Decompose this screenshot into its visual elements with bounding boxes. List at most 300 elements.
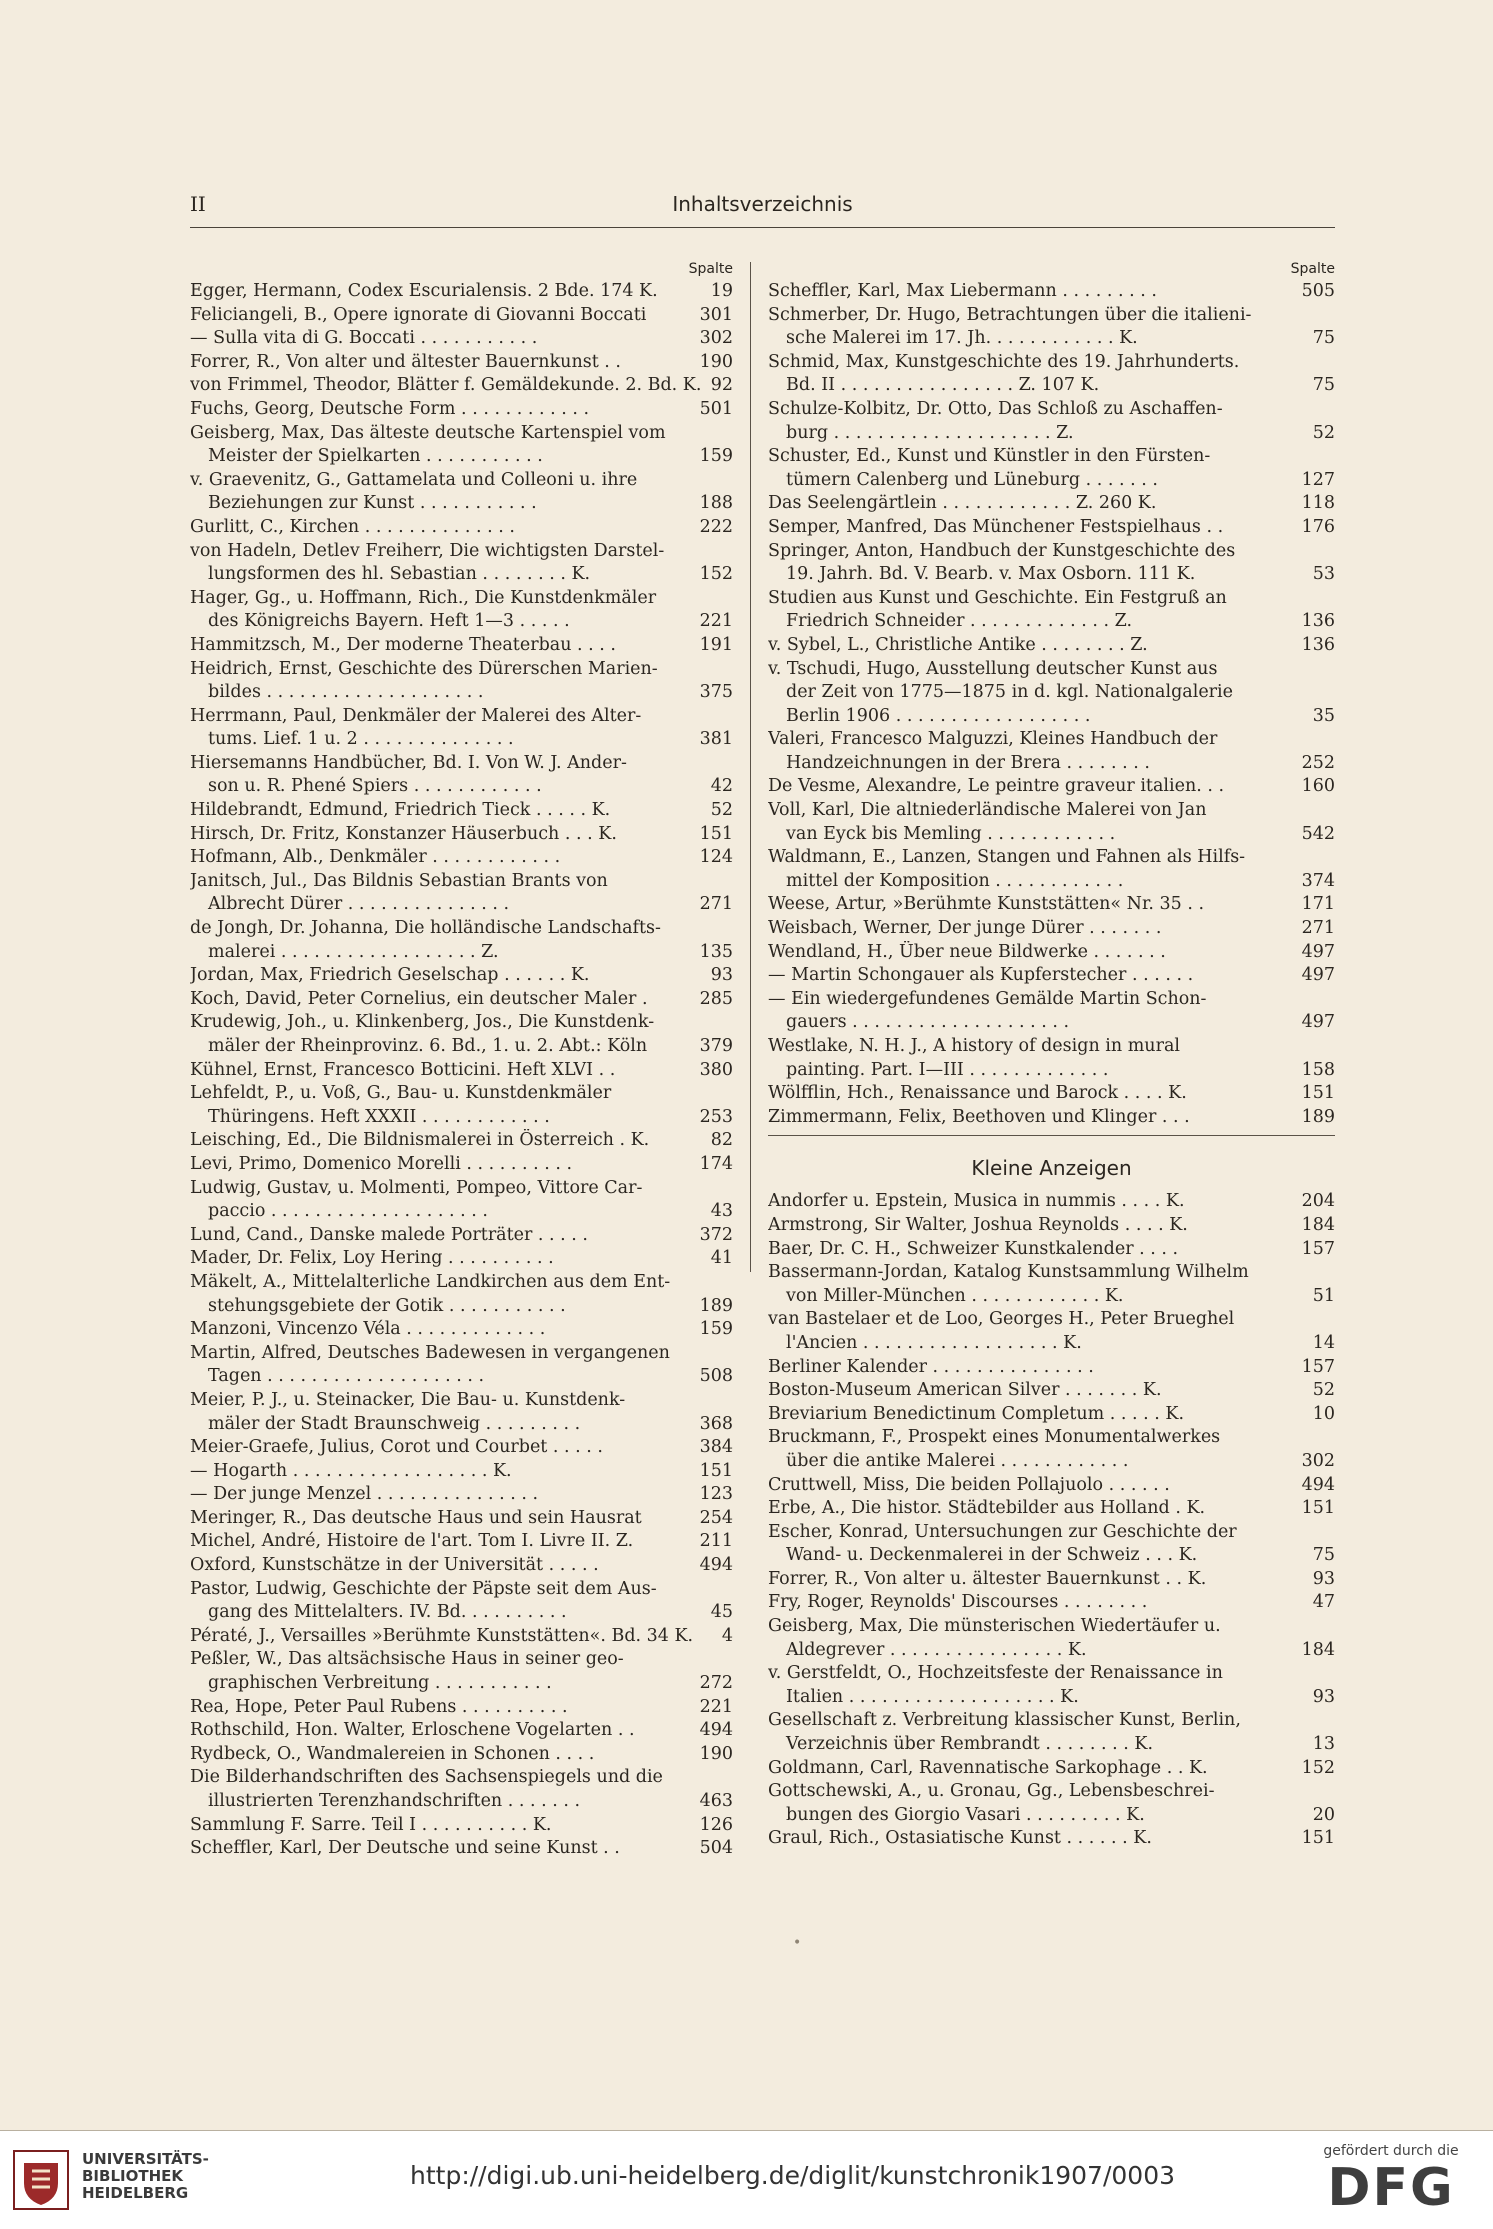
index-entry [190,304,733,328]
column-reference: 152 [699,564,733,585]
column-reference: 159 [699,1319,733,1340]
index-entry [190,1082,733,1129]
entry-line: — Martin Schongauer als Kupferstecher . . . . . . [768,965,1194,986]
index-entry [190,988,733,1012]
entry-line: Friedrich Schneider . . . . . . . . . . . . . Z. [786,611,1133,632]
column-divider [750,262,751,1272]
index-entry [190,1129,733,1153]
entry-line: mäler der Stadt Braunschweig . . . . . . . . . [208,1413,581,1434]
entry-line: de Jongh, Dr. Johanna, Die holländische Landschafts- [190,918,661,939]
entry-line: Escher, Konrad, Untersuchungen zur Geschichte der [768,1521,1237,1542]
column-reference: 151 [699,1460,733,1481]
entry-line: Mäkelt, A., Mittelalterliche Landkirchen aus dem Ent- [190,1271,671,1292]
column-reference: 189 [699,1295,733,1316]
entry-line: Geisberg, Max, Das älteste deutsche Kartenspiel vom [190,422,666,443]
entry-line: Wendland, H., Über neue Bildwerke . . . . . . . [768,941,1166,962]
entry-line: Hager, Gg., u. Hoffmann, Rich., Die Kunstdenkmäler [190,587,657,608]
index-entry [190,1318,733,1342]
index-entry [190,374,733,398]
kleine-anzeigen-list [768,1190,1335,1851]
index-entry [190,823,733,847]
index-entry [190,1177,733,1224]
index-entry [190,1719,733,1743]
scan-mark: • [793,1935,802,1951]
column-reference: 375 [699,682,733,703]
index-entry [190,1224,733,1248]
index-entry [190,846,733,870]
entry-line: Rea, Hope, Peter Paul Rubens . . . . . . . . . . [190,1696,568,1717]
entry-line: Weese, Artur, »Berühmte Kunststätten« Nr. 35 . . [768,894,1205,915]
index-entry [190,1436,733,1460]
entry-line: Kühnel, Ernst, Francesco Botticini. Heft XLVI . . [190,1059,616,1080]
column-label: Spalte [1290,261,1335,277]
column-reference: 20 [1312,1804,1335,1825]
index-entry [768,445,1335,492]
entry-line: Janitsch, Jul., Das Bildnis Sebastian Brants von [190,870,608,891]
column-reference: 151 [1301,1083,1335,1104]
entry-line: Verzeichnis über Rembrandt . . . . . . . . K. [786,1734,1154,1755]
column-reference: 158 [1301,1059,1335,1080]
entry-line: Aldegrever . . . . . . . . . . . . . . . . K. [786,1639,1087,1660]
entry-line: Lehfeldt, P., u. Voß, G., Bau- u. Kunstdenkmäler [190,1083,612,1104]
index-entry [768,1521,1335,1568]
column-reference: 174 [699,1153,733,1174]
column-reference: 542 [1301,823,1335,844]
entry-line: Wand- u. Deckenmalerei in der Schweiz . . . K. [786,1545,1198,1566]
entry-line: Hiersemanns Handbücher, Bd. I. Von W. J. Ander- [190,752,627,773]
index-entry [768,988,1335,1035]
column-reference: 152 [1301,1757,1335,1778]
index-entry [190,658,733,705]
column-reference: 222 [699,516,733,537]
right-column [768,258,1335,1851]
entry-line: Krudewig, Joh., u. Klinkenberg, Jos., Die Kunstdenk- [190,1012,655,1033]
column-reference: 271 [699,894,733,915]
entry-line: Pastor, Ludwig, Geschichte der Päpste seit dem Aus- [190,1578,657,1599]
entry-line: tums. Lief. 1 u. 2 . . . . . . . . . . . . . . [208,729,514,750]
column-reference: 191 [699,634,733,655]
entry-line: Breviarium Benedictinum Completum . . . . . K. [768,1403,1185,1424]
entry-line: Tagen . . . . . . . . . . . . . . . . . . . . [208,1366,485,1387]
entry-line: von Miller-München . . . . . . . . . . . . K. [786,1285,1124,1306]
column-reference: 75 [1312,328,1335,349]
index-entry [190,799,733,823]
entry-line: von Frimmel, Theodor, Blätter f. Gemäldekunde. 2. Bd. K. [190,375,702,396]
index-entry [190,1483,733,1507]
entry-line: — Der junge Menzel . . . . . . . . . . . . . . . [190,1484,539,1505]
column-reference: 463 [699,1791,733,1811]
column-reference: 53 [1312,564,1335,585]
entry-line: Scheffler, Karl, Der Deutsche und seine Kunst . . [190,1838,620,1859]
entry-line: Westlake, N. H. J., A history of design in mural [768,1036,1180,1056]
column-reference: 151 [699,823,733,844]
column-reference: 93 [1312,1686,1335,1707]
entry-line: Martin, Alfred, Deutsches Badewesen in vergangenen [190,1342,670,1363]
column-reference: 151 [1301,1828,1335,1849]
entry-line: sche Malerei im 17. Jh. . . . . . . . . . . . K. [786,328,1138,349]
entry-line: — Hogarth . . . . . . . . . . . . . . . . . . K. [190,1460,512,1481]
index-entry [768,1662,1335,1709]
entry-line: graphischen Verbreitung . . . . . . . . . . . [208,1673,552,1694]
entry-line: Bassermann-Jordan, Katalog Kunstsammlung Wilhelm [768,1262,1249,1283]
entry-line: Gurlitt, C., Kirchen . . . . . . . . . . . . . . [190,516,515,537]
column-reference: 43 [710,1201,733,1222]
entry-line: Erbe, A., Die histor. Städtebilder aus Holland . K. [768,1498,1206,1519]
entry-line: Boston-Museum American Silver . . . . . . . K. [768,1380,1162,1401]
column-reference: 124 [699,847,733,868]
entry-line: Die Bilderhandschriften des Sachsenspiegels und die [190,1767,663,1788]
index-entry [768,280,1335,304]
entry-line: Albrecht Dürer . . . . . . . . . . . . . . . [208,894,510,915]
entry-line: Armstrong, Sir Walter, Joshua Reynolds . . . . K. [768,1214,1188,1235]
column-reference: 159 [699,446,733,467]
index-entry [190,1507,733,1531]
entry-line: der Zeit von 1775—1875 in d. kgl. Nationalgalerie [786,682,1233,703]
entry-line: Meringer, R., Das deutsche Haus und sein Hausrat [190,1507,642,1528]
column-reference: 14 [1312,1332,1335,1353]
entry-line: Cruttwell, Miss, Die beiden Pollajuolo . . . . . . [768,1474,1170,1495]
column-reference: 127 [1301,469,1335,490]
index-entry [768,1035,1335,1082]
column-reference: 381 [699,729,733,750]
entry-line: Schmerber, Dr. Hugo, Betrachtungen über die italieni- [768,304,1252,325]
entry-line: gauers . . . . . . . . . . . . . . . . . . . . [786,1012,1070,1033]
index-entry [768,775,1335,799]
column-reference: 123 [699,1484,733,1505]
column-reference: 221 [699,611,733,632]
column-reference: 211 [699,1531,733,1552]
column-reference: 374 [1301,870,1335,891]
index-entry [190,1011,733,1058]
entry-line: bildes . . . . . . . . . . . . . . . . . . . . [208,682,484,703]
column-reference: 47 [1312,1592,1335,1613]
index-entry [768,1214,1335,1238]
entry-line: Hammitzsch, M., Der moderne Theaterbau . . . . [190,634,616,655]
entry-line: Geisberg, Max, Die münsterischen Wiedertäufer u. [768,1616,1221,1637]
column-reference: 497 [1301,1012,1335,1033]
column-reference: 379 [699,1036,733,1056]
entry-line: Michel, André, Histoire de l'art. Tom I. Livre II. Z. [190,1531,634,1552]
entry-line: Voll, Karl, Die altniederländische Malerei von Jan [768,800,1207,821]
index-entry [768,799,1335,846]
entry-line: Meier-Graefe, Julius, Corot und Courbet . . . . . [190,1437,603,1458]
entry-line: Mader, Dr. Felix, Loy Hering . . . . . . . . . . [190,1248,554,1269]
column-reference: 252 [1301,752,1335,773]
entry-line: Hildebrandt, Edmund, Friedrich Tieck . . . . . K. [190,800,611,821]
index-entry [768,492,1335,516]
entry-line: Heidrich, Ernst, Geschichte des Dürerschen Marien- [190,658,658,679]
index-entry [768,1591,1335,1615]
index-entry [768,1568,1335,1592]
index-entry [768,1308,1335,1355]
column-reference: 272 [699,1673,733,1694]
right-entry-list [768,280,1335,1129]
index-entry [768,1190,1335,1214]
index-entry [190,1271,733,1318]
entry-line: Koch, David, Peter Cornelius, ein deutscher Maler . [190,988,648,1009]
index-entry [768,1261,1335,1308]
column-reference: 4 [721,1625,733,1646]
column-reference: 35 [1312,705,1335,726]
index-entry [768,846,1335,893]
column-reference: 10 [1312,1403,1335,1424]
entry-line: Jordan, Max, Friedrich Geselschap . . . . . . K. [190,965,590,986]
entry-line: Zimmermann, Felix, Beethoven und Klinger . . . [768,1106,1190,1127]
index-entry [190,1625,733,1649]
index-entry [190,587,733,634]
entry-line: über die antike Malerei . . . . . . . . . . . . [786,1450,1129,1471]
index-entry [190,1530,733,1554]
column-reference: 151 [1301,1498,1335,1519]
entry-line: Valeri, Francesco Malguzzi, Kleines Handbuch der [768,729,1218,750]
entry-line: Meister der Spielkarten . . . . . . . . . . . [208,446,543,467]
column-reference: 253 [699,1106,733,1127]
column-reference: 82 [710,1130,733,1151]
index-entry [190,1059,733,1083]
index-entry [190,1648,733,1695]
entry-line: v. Gerstfeldt, O., Hochzeitsfeste der Renaissance in [768,1663,1223,1684]
column-reference: 51 [1312,1285,1335,1306]
entry-line: Levi, Primo, Domenico Morelli . . . . . . . . . . [190,1153,573,1174]
section-rule [768,1135,1335,1136]
entry-line: Lund, Cand., Danske malede Porträter . . . . . [190,1224,588,1245]
entry-line: paccio . . . . . . . . . . . . . . . . . . . . [208,1201,488,1222]
entry-line: mäler der Rheinprovinz. 6. Bd., 1. u. 2. Abt.: Köln [208,1036,648,1056]
index-entry [190,398,733,422]
column-reference: 494 [1301,1474,1335,1495]
entry-line: son u. R. Phené Spiers . . . . . . . . . . . . [208,776,542,797]
index-entry [190,1696,733,1720]
dfg-logo: DFG [1327,2158,1455,2218]
index-entry [190,422,733,469]
entry-line: Beziehungen zur Kunst . . . . . . . . . . . [208,493,537,514]
index-entry [768,1082,1335,1106]
column-reference: 126 [699,1814,733,1835]
column-reference: 221 [699,1696,733,1717]
entry-line: Berliner Kalender . . . . . . . . . . . . . . . [768,1356,1094,1377]
column-reference: 41 [710,1248,733,1269]
column-reference: 505 [1301,281,1335,301]
column-reference: 184 [1301,1639,1335,1660]
index-entry [768,351,1335,398]
entry-line: Fuchs, Georg, Deutsche Form . . . . . . . . . . . . [190,398,590,419]
entry-line: Forrer, R., Von alter und ältester Bauernkunst . . [190,351,621,372]
section-heading: Kleine Anzeigen [971,1156,1132,1181]
entry-line: Graul, Rich., Ostasiatische Kunst . . . . . . K. [768,1828,1152,1849]
entry-line: des Königreichs Bayern. Heft 1—3 . . . . . [208,611,570,632]
index-entry [190,1743,733,1767]
entry-line: Berlin 1906 . . . . . . . . . . . . . . . . . . [786,705,1091,726]
column-reference: 497 [1301,941,1335,962]
entry-line: van Bastelaer et de Loo, Georges H., Peter Brueghel [768,1309,1235,1330]
entry-line: Bruckmann, F., Prospekt eines Monumentalwerkes [768,1427,1221,1448]
entry-line: Manzoni, Vincenzo Véla . . . . . . . . . . . . . [190,1319,546,1340]
index-entry [768,1356,1335,1380]
index-entry [768,1379,1335,1403]
entry-line: v. Tschudi, Hugo, Ausstellung deutscher Kunst aus [768,658,1218,679]
entry-line: bungen des Giorgio Vasari . . . . . . . . . K. [786,1804,1145,1825]
index-entry [190,870,733,917]
index-entry [768,634,1335,658]
entry-line: Italien . . . . . . . . . . . . . . . . . . . K. [786,1686,1079,1707]
column-reference: 301 [699,304,733,325]
column-reference: 42 [710,776,733,797]
entry-line: Fry, Roger, Reynolds' Discourses . . . . . . . . [768,1592,1148,1613]
index-entry [768,540,1335,587]
entry-line: — Sulla vita di G. Boccati . . . . . . . . . . . [190,328,538,349]
institution-name: UNIVERSITÄTS- BIBLIOTHEK HEIDELBERG [82,2150,209,2202]
entry-line: Handzeichnungen in der Brera . . . . . . . . [786,752,1150,773]
column-reference: 75 [1312,1545,1335,1566]
entry-line: Bd. II . . . . . . . . . . . . . . . . Z. 107 K. [786,375,1100,396]
index-entry [190,1766,733,1813]
index-entry [768,1757,1335,1781]
column-reference: 136 [1301,611,1335,632]
entry-line: Forrer, R., Von alter u. ältester Bauernkunst . . K. [768,1568,1207,1589]
entry-line: Goldmann, Carl, Ravennatische Sarkophage . . K. [768,1757,1208,1778]
entry-line: illustrierten Terenzhandschriften . . . . . . . [208,1791,581,1811]
entry-line: Semper, Manfred, Das Münchener Festspielhaus . . [768,516,1224,537]
index-entry [190,1460,733,1484]
index-entry [190,1837,733,1861]
entry-line: v. Sybel, L., Christliche Antike . . . . . . . . Z. [768,634,1148,655]
header-rule [190,227,1335,228]
column-reference: 384 [699,1437,733,1458]
index-entry [190,1153,733,1177]
column-reference: 494 [699,1720,733,1741]
column-reference: 19 [710,281,733,301]
index-entry [768,941,1335,965]
entry-line: Andorfer u. Epstein, Musica in nummis . . . . K. [768,1191,1185,1212]
entry-line: Peßler, W., Das altsächsische Haus in seiner geo- [190,1649,624,1670]
entry-line: Schulze-Kolbitz, Dr. Otto, Das Schloß zu Aschaffen- [768,398,1223,419]
index-entry [768,1403,1335,1427]
column-reference: 93 [1312,1568,1335,1589]
index-entry [768,1238,1335,1262]
column-reference: 118 [1301,493,1335,514]
entry-line: Waldmann, E., Lanzen, Stangen und Fahnen als Hilfs- [768,847,1246,868]
column-reference: 204 [1301,1191,1335,1212]
entry-line: Thüringens. Heft XXXII . . . . . . . . . . . . [208,1106,550,1127]
column-reference: 93 [710,965,733,986]
left-column [190,258,733,1861]
entry-line: De Vesme, Alexandre, Le peintre graveur italien. . . [768,776,1225,797]
column-reference: 52 [710,800,733,821]
entry-line: Herrmann, Paul, Denkmäler der Malerei des Alter- [190,705,642,726]
funded-by-label: gefördert durch die [1323,2143,1459,2159]
column-reference: 171 [1301,894,1335,915]
university-seal-icon [12,2149,70,2211]
entry-line: gang des Mittelalters. IV. Bd. . . . . . . . . . [208,1602,567,1623]
column-reference: 157 [1301,1356,1335,1377]
index-entry [768,1780,1335,1827]
column-reference: 52 [1312,1380,1335,1401]
index-entry [190,327,733,351]
index-entry [190,280,733,304]
entry-line: Hirsch, Dr. Fritz, Konstanzer Häuserbuch . . . K. [190,823,617,844]
entry-line: l'Ancien . . . . . . . . . . . . . . . . . . K. [786,1332,1082,1353]
column-reference: 157 [1301,1238,1335,1259]
entry-line: Hofmann, Alb., Denkmäler . . . . . . . . . . . . [190,847,561,868]
column-reference: 190 [699,1743,733,1764]
index-entry [190,1389,733,1436]
column-reference: 52 [1312,422,1335,443]
funder-block [1296,2143,1486,2217]
index-entry [768,1106,1335,1130]
entry-line: Das Seelengärtlein . . . . . . . . . . . . Z. 260 K. [768,493,1157,514]
index-entry [768,304,1335,351]
index-entry [190,917,733,964]
source-url[interactable]: http://digi.ub.uni-heidelberg.de/diglit/kunstchronik1907/0003 [410,2161,1176,2190]
index-entry [768,398,1335,445]
entry-line: tümern Calenberg und Lüneburg . . . . . . . [786,469,1158,490]
entry-line: Weisbach, Werner, Der junge Dürer . . . . . . . [768,918,1162,939]
entry-line: Scheffler, Karl, Max Liebermann . . . . . . . . . [768,281,1157,301]
index-entry [768,516,1335,540]
entry-line: lungsformen des hl. Sebastian . . . . . . . . K. [208,564,591,585]
column-reference: 497 [1301,965,1335,986]
column-reference: 504 [699,1838,733,1859]
entry-line: stehungsgebiete der Gotik . . . . . . . . . . . [208,1295,566,1316]
column-reference: 501 [699,398,733,419]
entry-line: Gottschewski, A., u. Gronau, Gg., Lebensbeschrei- [768,1781,1215,1802]
column-reference: 184 [1301,1214,1335,1235]
entry-line: van Eyck bis Memling . . . . . . . . . . . . [786,823,1116,844]
left-entry-list [190,280,733,1861]
column-reference: 160 [1301,776,1335,797]
column-reference: 508 [699,1366,733,1387]
entry-line: Feliciangeli, B., Opere ignorate di Giovanni Boccati [190,304,647,325]
entry-line: Oxford, Kunstschätze in der Universität . . . . . [190,1555,599,1576]
index-entry [190,964,733,988]
index-entry [768,1709,1335,1756]
entry-line: Schmid, Max, Kunstgeschichte des 19. Jahrhunderts. [768,351,1240,372]
entry-line: painting. Part. I—III . . . . . . . . . . . . . [786,1059,1109,1080]
column-reference: 302 [1301,1450,1335,1471]
entry-line: Leisching, Ed., Die Bildnismalerei in Österreich . K. [190,1130,650,1151]
index-entry [190,705,733,752]
entry-line: Meier, P. J., u. Steinacker, Die Bau- u. Kunstdenk- [190,1389,626,1410]
entry-line: malerei . . . . . . . . . . . . . . . . . . Z. [208,941,499,962]
index-entry [190,752,733,799]
column-reference: 285 [699,988,733,1009]
column-reference: 135 [699,941,733,962]
entry-line: Baer, Dr. C. H., Schweizer Kunstkalender . . . . [768,1238,1179,1259]
entry-line: mittel der Komposition . . . . . . . . . . . . [786,870,1124,891]
index-entry [768,1426,1335,1473]
entry-line: Sammlung F. Sarre. Teil I . . . . . . . . . . K. [190,1814,552,1835]
column-reference: 136 [1301,634,1335,655]
column-reference: 176 [1301,516,1335,537]
index-entry [768,1474,1335,1498]
column-reference: 494 [699,1555,733,1576]
index-entry [190,540,733,587]
entry-line: Pératé, J., Versailles »Berühmte Kunststätten«. Bd. 34 K. [190,1625,694,1646]
column-reference: 368 [699,1413,733,1434]
index-entry [190,1247,733,1271]
entry-line: Rothschild, Hon. Walter, Erloschene Vogelarten . . [190,1720,635,1741]
footer-bar [0,2131,1493,2229]
column-reference: 271 [1301,918,1335,939]
column-reference: 13 [1312,1734,1335,1755]
index-entry [190,634,733,658]
column-reference: 75 [1312,375,1335,396]
index-entry [768,893,1335,917]
index-entry [768,917,1335,941]
index-entry [190,1554,733,1578]
column-reference: 190 [699,351,733,372]
index-entry [768,964,1335,988]
